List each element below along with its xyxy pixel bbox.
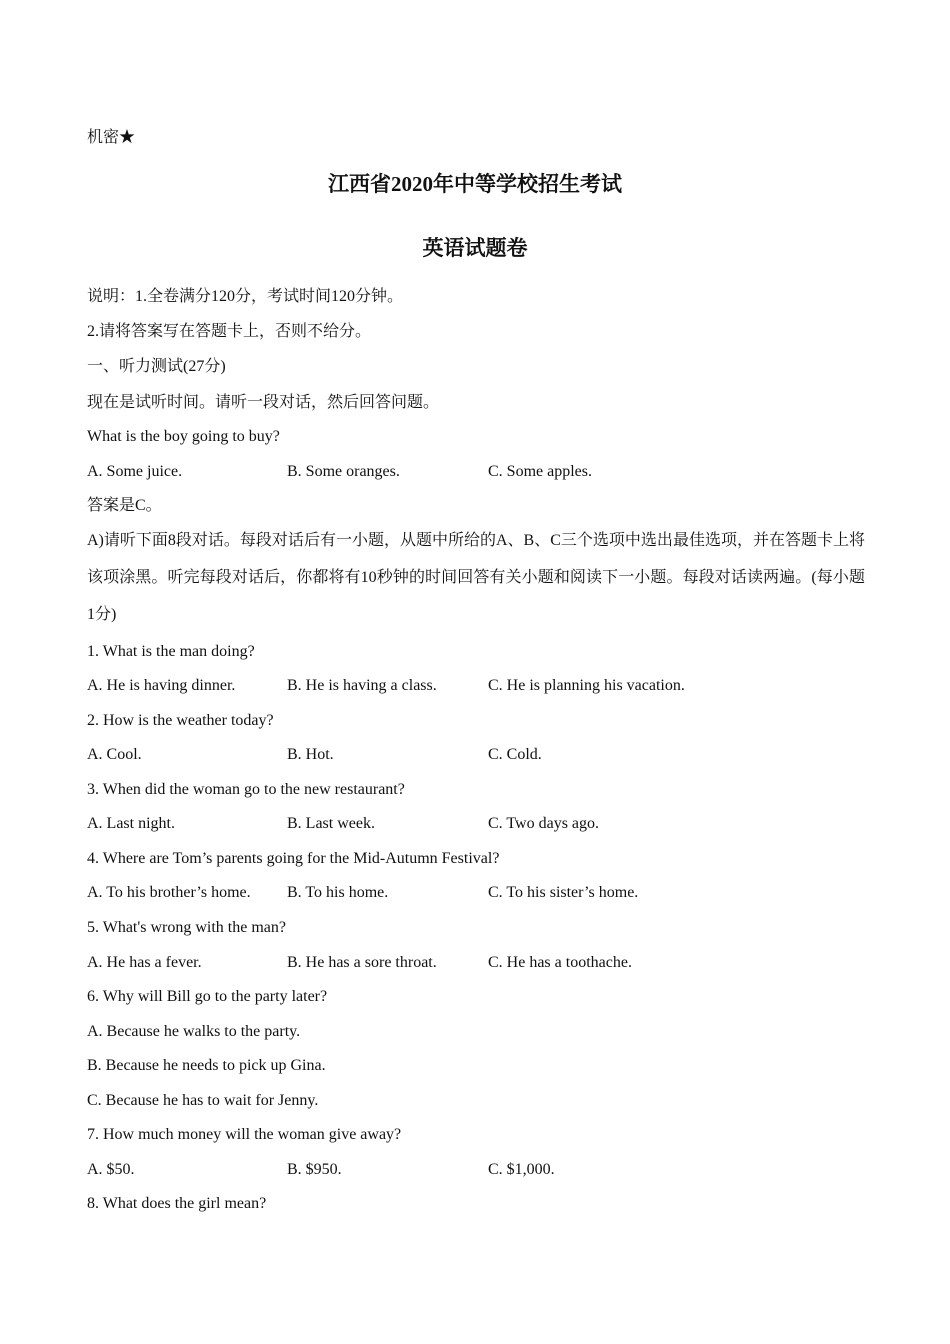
trial-question: What is the boy going to buy? (87, 428, 280, 445)
q1-option-b: B. He is having a class. (287, 677, 437, 694)
q6-option-c: C. Because he has to wait for Jenny. (87, 1092, 319, 1109)
q7-option-b: B. $950. (287, 1161, 342, 1178)
trial-answer: 答案是C。 (87, 497, 162, 514)
trial-option-a: A. Some juice. (87, 463, 183, 480)
q1-option-c: C. He is planning his vacation. (488, 677, 685, 694)
q5-option-c: C. He has a toothache. (488, 954, 632, 971)
q3-option-c: C. Two days ago. (488, 815, 600, 832)
trial-intro: 现在是试听时间。请听一段对话，然后回答问题。 (87, 394, 440, 411)
question-8: 8. What does the girl mean? (87, 1195, 267, 1212)
q2-option-b: B. Hot. (287, 746, 334, 763)
section-heading: 一、听力测试(27分) (87, 358, 226, 375)
q3-option-b: B. Last week. (287, 815, 375, 832)
q1-option-a: A. He is having dinner. (87, 677, 236, 694)
q5-option-a: A. He has a fever. (87, 954, 202, 971)
q4-option-b: B. To his home. (287, 884, 389, 901)
question-6: 6. Why will Bill go to the party later? (87, 988, 328, 1005)
question-5: 5. What's wrong with the man? (87, 919, 286, 936)
q2-option-a: A. Cool. (87, 746, 142, 763)
q6-option-b: B. Because he needs to pick up Gina. (87, 1057, 326, 1074)
trial-option-c: C. Some apples. (488, 463, 592, 480)
note-line-2: 2.请将答案写在答题卡上，否则不给分。 (87, 323, 372, 340)
exam-title: 江西省2020年中等学校招生考试 (328, 172, 622, 196)
q2-option-c: C. Cold. (488, 746, 542, 763)
q7-option-c: C. $1,000. (488, 1161, 555, 1178)
question-3: 3. When did the woman go to the new restaurant? (87, 781, 405, 798)
confidential-mark: 机密★ (87, 129, 136, 146)
question-1: 1. What is the man doing? (87, 643, 255, 660)
q3-option-a: A. Last night. (87, 815, 175, 832)
q4-option-c: C. To his sister’s home. (488, 884, 639, 901)
paper-subtitle: 英语试题卷 (422, 236, 528, 260)
q6-option-a: A. Because he walks to the party. (87, 1023, 301, 1040)
question-4: 4. Where are Tom’s parents going for the Mid-Autumn Festival? (87, 850, 500, 867)
q4-option-a: A. To his brother’s home. (87, 884, 251, 901)
note-line-1: 说明：1.全卷满分120分，考试时间120分钟。 (87, 288, 404, 305)
q7-option-a: A. $50. (87, 1161, 135, 1178)
question-7: 7. How much money will the woman give away? (87, 1126, 402, 1143)
trial-option-b: B. Some oranges. (287, 463, 400, 480)
part-a-instructions: A)请听下面8段对话。每段对话后有一小题，从题中所给的A、B、C三个选项中选出最佳选项，并在答题卡上将该项涂黑。听完每段对话后，你都将有10秒钟的时间回答有关小题和阅读下一小题。每段对话读两遍。(每小题1分) (87, 532, 865, 623)
question-2: 2. How is the weather today? (87, 712, 274, 729)
q5-option-b: B. He has a sore throat. (287, 954, 437, 971)
